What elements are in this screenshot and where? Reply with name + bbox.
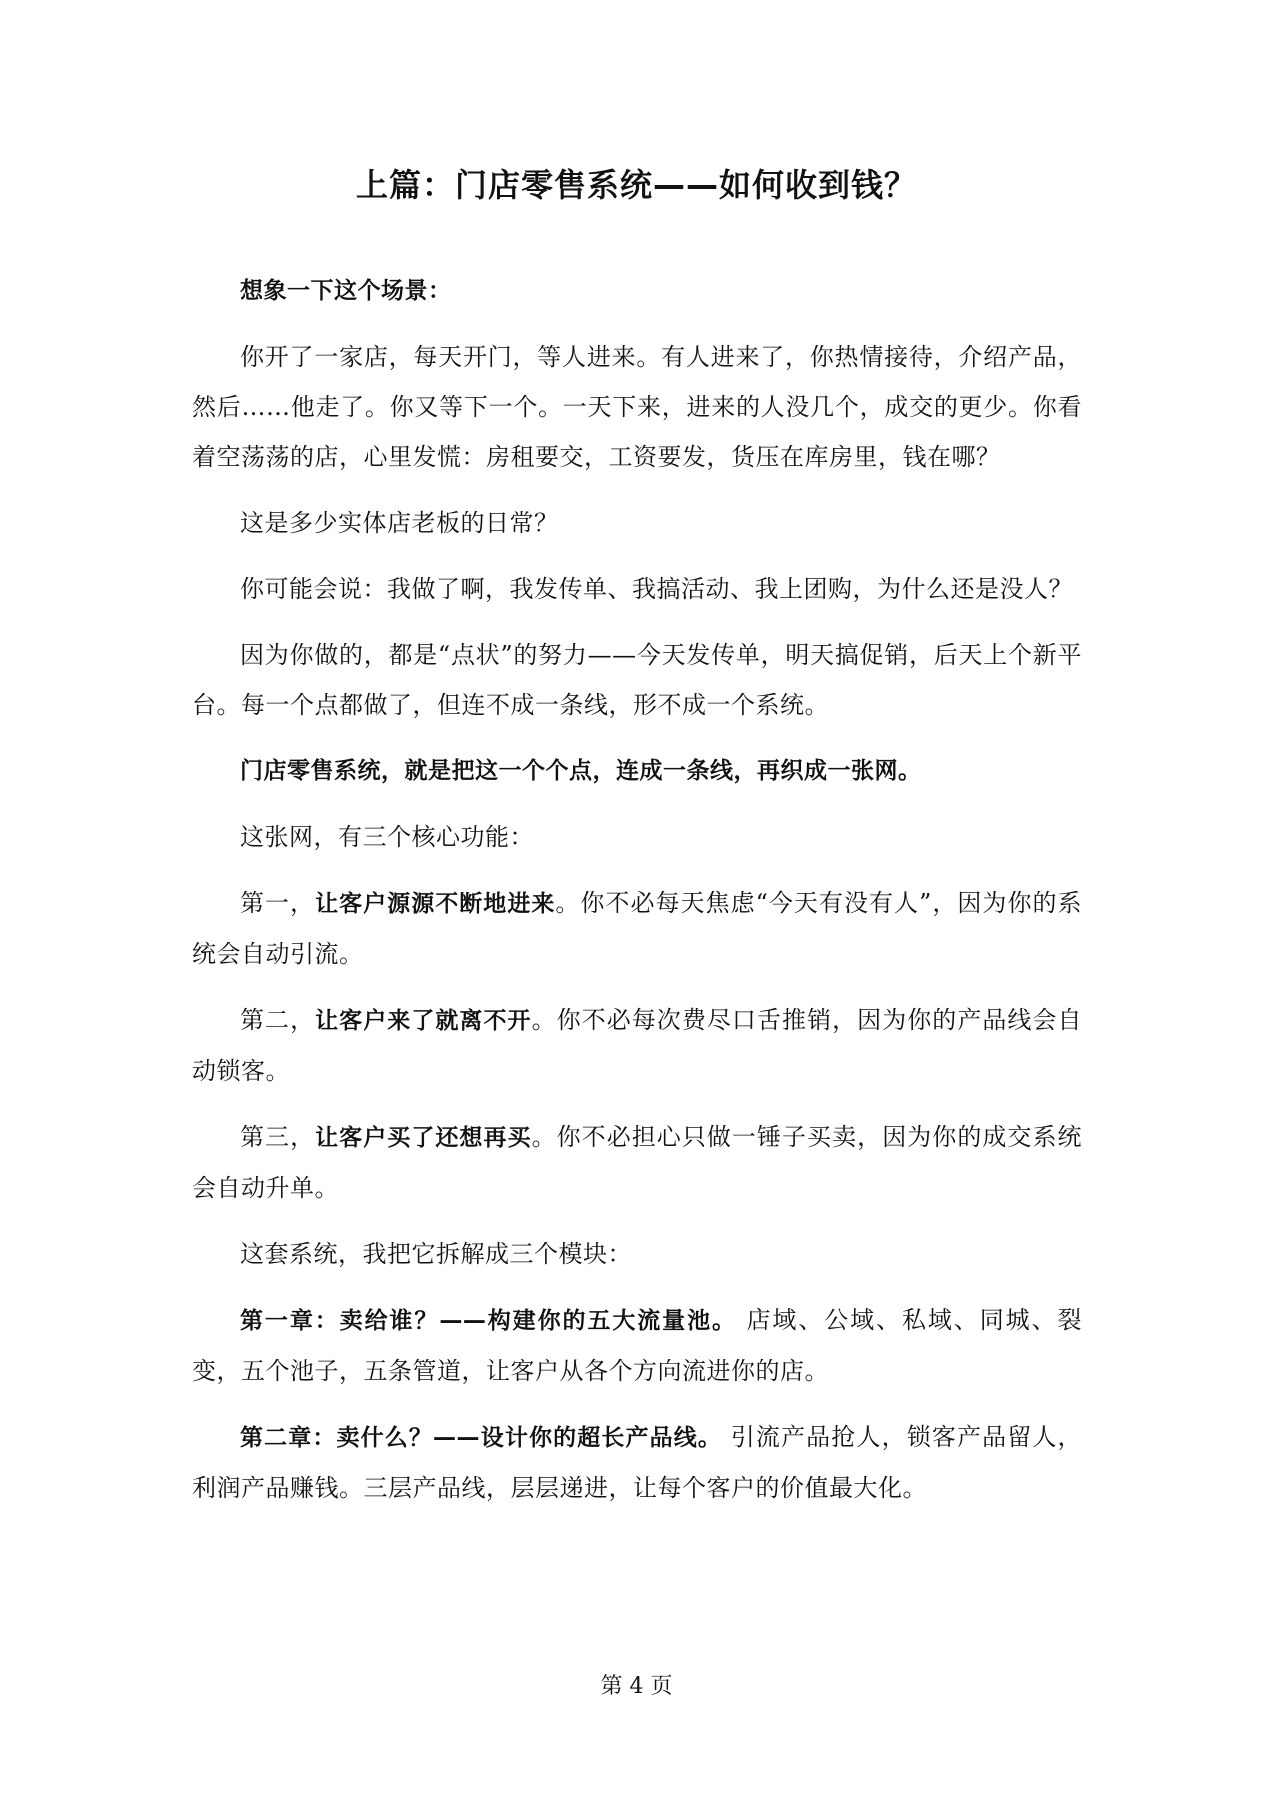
paragraph-10-rest: 。你不必担心只做一锤子买卖，因为你的成交系统会自动升单。	[192, 1123, 1083, 1202]
paragraph-8-emphasis: 让客户源源不断地进来	[315, 891, 556, 917]
paragraph-10-lead: 第三，	[240, 1123, 316, 1151]
paragraph-9-lead: 第二，	[240, 1006, 316, 1034]
body-text	[192, 266, 1082, 1529]
paragraph-9-rest: 。你不必每次费尽口舌推销，因为你的产品线会自动锁客。	[192, 1006, 1083, 1085]
paragraph-8	[192, 878, 1082, 979]
paragraph-12	[192, 1295, 1082, 1396]
paragraph-9	[192, 995, 1082, 1096]
chapter-1-heading: 第一章：卖给谁？——构建你的五大流量池。	[240, 1308, 737, 1334]
paragraph-1: 想象一下这个场景：	[240, 278, 452, 304]
paragraph-2: 你开了一家店，每天开门，等人进来。有人进来了，你热情接待，介绍产品，然后……他走了。你又等下一个。一天下来，进来的人没几个，成交的更少。你看着空荡荡的店，心里发慌：房租要交，工资要发，货压在库房里，钱在哪？	[192, 343, 1082, 471]
page-number: 第 4 页	[600, 1674, 673, 1699]
paragraph-4: 你可能会说：我做了啊，我发传单、我搞活动、我上团购，为什么还是没人？	[240, 575, 1073, 603]
paragraph-10-emphasis: 让客户买了还想再买	[315, 1125, 532, 1151]
chapter-2-summary: 引流产品抢人，锁客产品留人，利润产品赚钱。三层产品线，层层递进，让每个客户的价值最大化。	[192, 1423, 1082, 1502]
chapter-2-heading: 第二章：卖什么？——设计你的超长产品线。	[240, 1425, 723, 1451]
paragraph-8-rest: 。你不必每天焦虑“今天有没有人”，因为你的系统会自动引流。	[192, 889, 1083, 968]
paragraph-8-lead: 第一，	[240, 889, 316, 917]
paragraph-11: 这套系统，我把它拆解成三个模块：	[240, 1240, 632, 1268]
paragraph-9-emphasis: 让客户来了就离不开	[315, 1008, 532, 1034]
chapter-1-summary: 店域、公域、私域、同城、裂变，五个池子，五条管道，让客户从各个方向流进你的店。	[192, 1306, 1082, 1385]
paragraph-7: 这张网，有三个核心功能：	[240, 823, 534, 851]
paragraph-5: 因为你做的，都是“点状”的努力——今天发传单，明天搞促销，后天上个新平台。每一个点都做了，但连不成一条线，形不成一个系统。	[192, 641, 1082, 719]
page-title: 上篇：门店零售系统——如何收到钱？	[355, 166, 917, 204]
paragraph-10	[192, 1112, 1082, 1213]
paragraph-6: 门店零售系统，就是把这一个个点，连成一条线，再织成一张网。	[240, 758, 922, 784]
paragraph-13	[192, 1412, 1082, 1513]
paragraph-3: 这是多少实体店老板的日常？	[240, 509, 559, 537]
